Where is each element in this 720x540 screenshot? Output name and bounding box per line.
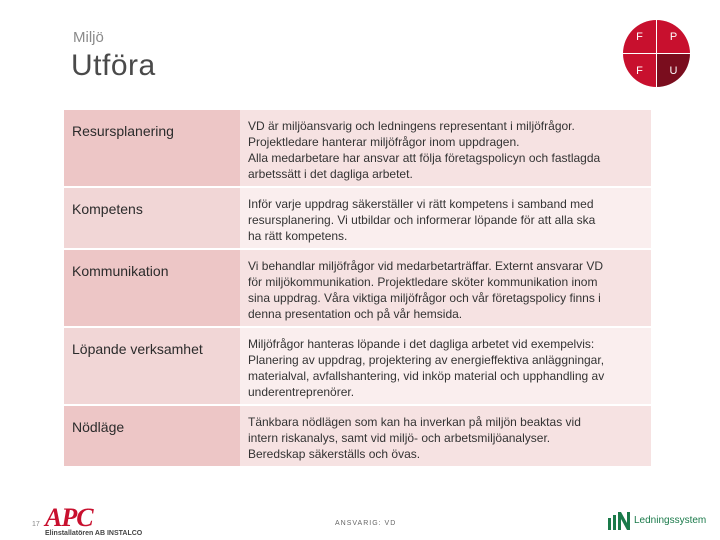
description-line: Inför varje uppdrag säkerställer vi rätt kompetens i samband med bbox=[248, 197, 594, 211]
row-topic: Kompetens bbox=[64, 187, 240, 249]
row-description bbox=[240, 405, 651, 466]
page-title: Utföra bbox=[71, 49, 156, 82]
description-line: ha rätt kompetens. bbox=[248, 229, 348, 243]
system-logo bbox=[608, 512, 718, 532]
description-line: Alla medarbetare har ansvar att följa företagspolicyn och fastlagda bbox=[248, 151, 601, 165]
description-line: intern riskanalys, samt vid miljö- och arbetsmiljöanalyser. bbox=[248, 431, 551, 445]
description-line: för miljökommunikation. Projektledare sköter kommunikation inom bbox=[248, 275, 598, 289]
section-label: Miljö bbox=[73, 29, 104, 46]
description-line: Miljöfrågor hanteras löpande i det dagliga arbetet vid exempelvis: bbox=[248, 337, 595, 351]
description-line: Vi behandlar miljöfrågor vid medarbetarträffar. Externt ansvarar VD bbox=[248, 259, 604, 273]
row-description bbox=[240, 249, 651, 327]
table-row bbox=[64, 249, 651, 327]
table-row bbox=[64, 327, 651, 405]
description-line: VD är miljöansvarig och ledningens representant i miljöfrågor. bbox=[248, 119, 575, 133]
company-logo bbox=[45, 503, 145, 540]
company-logo-subtext: Elinstallatören AB INSTALCO bbox=[45, 530, 143, 537]
table-row bbox=[64, 187, 651, 249]
row-description bbox=[240, 110, 651, 187]
system-logo-text: Ledningssystem bbox=[634, 515, 707, 526]
row-topic: Nödläge bbox=[64, 405, 240, 466]
description-line: Planering av uppdrag, projektering av energieffektiva anläggningar, bbox=[248, 353, 605, 367]
process-table bbox=[64, 110, 651, 466]
pdca-quadrant-1: F bbox=[623, 20, 656, 53]
description-line: Projektledare hanterar miljöfrågor inom uppdragen. bbox=[248, 135, 520, 149]
description-line: materialval, avfallshantering, vid inköp material och upphandling av bbox=[248, 369, 605, 383]
description-line: denna presentation och på vår hemsida. bbox=[248, 307, 463, 321]
description-line: underentreprenörer. bbox=[248, 385, 355, 399]
pdca-quadrant-4: U bbox=[657, 54, 690, 87]
description-line: sina uppdrag. Våra viktiga miljöfrågor och vår företagspolicy finns i bbox=[248, 291, 601, 305]
row-description bbox=[240, 187, 651, 249]
description-line: Beredskap säkerställs och övas. bbox=[248, 447, 421, 461]
ledningssystem-icon bbox=[608, 512, 630, 530]
row-description bbox=[240, 327, 651, 405]
description-line: arbetssätt i det dagliga arbetet. bbox=[248, 167, 413, 181]
owner-label: ANSVARIG: VD bbox=[335, 520, 397, 527]
table-row bbox=[64, 405, 651, 466]
table-row bbox=[64, 110, 651, 187]
pdca-quadrant-3: F bbox=[623, 54, 656, 87]
pdca-badge bbox=[623, 20, 690, 87]
row-topic: Kommunikation bbox=[64, 249, 240, 327]
slide-number: 17 bbox=[32, 521, 40, 528]
row-topic: Löpande verksamhet bbox=[64, 327, 240, 405]
pdca-quadrant-2: P bbox=[657, 20, 690, 53]
company-logo-mark: APC bbox=[45, 503, 93, 532]
description-line: Tänkbara nödlägen som kan ha inverkan på miljön beaktas vid bbox=[248, 415, 581, 429]
row-topic: Resursplanering bbox=[64, 110, 240, 187]
description-line: resursplanering. Vi utbildar och informerar löpande för att alla ska bbox=[248, 213, 596, 227]
